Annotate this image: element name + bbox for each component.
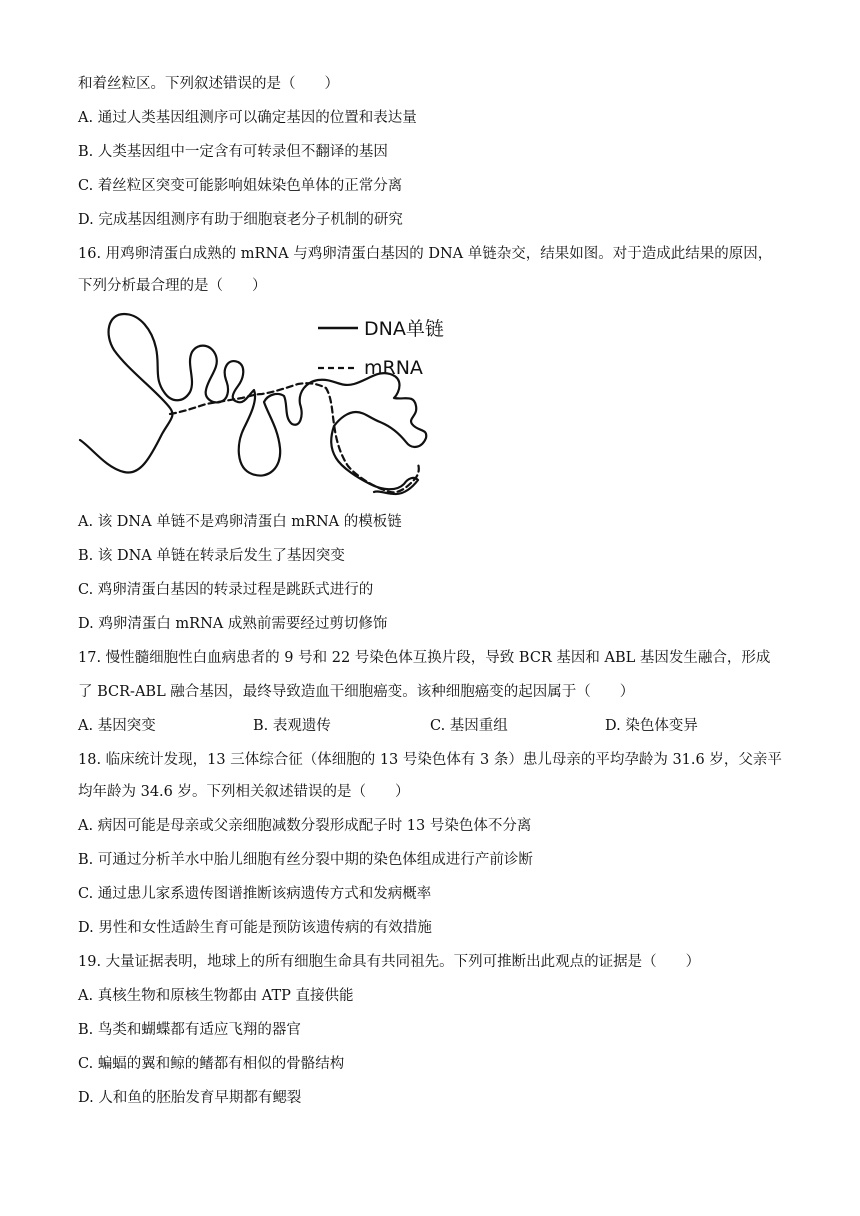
legend-mrna-label: mRNA — [364, 357, 423, 379]
q19-option-b: B. 鸟类和蝴蝶都有适应飞翔的器官 — [78, 1022, 301, 1038]
q18-option-d: D. 男性和女性适龄生育可能是预防该遗传病的有效措施 — [78, 920, 432, 936]
q16-option-d: D. 鸡卵清蛋白 mRNA 成熟前需要经过剪切修饰 — [78, 616, 388, 632]
q16-option-b: B. 该 DNA 单链在转录后发生了基因突变 — [78, 548, 345, 564]
dna-strand — [80, 314, 426, 494]
q17-option-b: B. 表观遗传 — [253, 718, 331, 734]
q18-option-c: C. 通过患儿家系遗传图谱推断该病遗传方式和发病概率 — [78, 886, 432, 902]
q19-stem: 19. 大量证据表明，地球上的所有细胞生命具有共同祖先。下列可推断出此观点的证据是（ ） — [78, 954, 701, 970]
q15-option-b: B. 人类基因组中一定含有可转录但不翻译的基因 — [78, 144, 388, 160]
q16-option-c: C. 鸡卵清蛋白基因的转录过程是跳跃式进行的 — [78, 582, 374, 598]
q15-stem: 和着丝粒区。下列叙述错误的是（ ） — [78, 76, 339, 92]
q19-option-d: D. 人和鱼的胚胎发育早期都有鳃裂 — [78, 1090, 302, 1106]
q17-option-a: A. 基因突变 — [78, 718, 156, 734]
hybridization-figure — [78, 308, 478, 500]
q17-stem-line2: 了 BCR-ABL 融合基因，最终导致造血干细胞癌变。该种细胞癌变的起因属于（ ） — [78, 684, 635, 700]
q15-option-d: D. 完成基因组测序有助于细胞衰老分子机制的研究 — [78, 212, 403, 228]
q18-option-b: B. 可通过分析羊水中胎儿细胞有丝分裂中期的染色体组成进行产前诊断 — [78, 852, 533, 868]
q18-stem-line2: 均年龄为 34.6 岁。下列相关叙述错误的是（ ） — [78, 784, 410, 800]
legend-dna-label: DNA单链 — [364, 318, 444, 340]
q17-option-d: D. 染色体变异 — [605, 718, 698, 734]
q15-option-a: A. 通过人类基因组测序可以确定基因的位置和表达量 — [78, 110, 417, 126]
q18-option-a: A. 病因可能是母亲或父亲细胞减数分裂形成配子时 13 号染色体不分离 — [78, 818, 532, 834]
q17-stem-line1: 17. 慢性髓细胞性白血病患者的 9 号和 22 号染色体互换片段，导致 BCR 基因和 ABL 基因发生融合，形成 — [78, 650, 771, 666]
q16-option-a: A. 该 DNA 单链不是鸡卵清蛋白 mRNA 的模板链 — [78, 514, 402, 530]
q16-stem-line2: 下列分析最合理的是（ ） — [78, 278, 267, 294]
q17-option-c: C. 基因重组 — [430, 718, 508, 734]
q15-option-c: C. 着丝粒区突变可能影响姐妹染色单体的正常分离 — [78, 178, 403, 194]
q19-option-a: A. 真核生物和原核生物都由 ATP 直接供能 — [78, 988, 354, 1004]
q19-option-c: C. 蝙蝠的翼和鲸的鳍都有相似的骨骼结构 — [78, 1056, 345, 1072]
mrna-strand — [170, 383, 419, 492]
hybridization-diagram — [78, 308, 478, 500]
q16-stem-line1: 16. 用鸡卵清蛋白成熟的 mRNA 与鸡卵清蛋白基因的 DNA 单链杂交，结果如图。对于造成此结果的原因， — [78, 246, 773, 262]
q18-stem-line1: 18. 临床统计发现，13 三体综合征（体细胞的 13 号染色体有 3 条）患儿母亲的平均孕龄为 31.6 岁，父亲平 — [78, 752, 782, 768]
